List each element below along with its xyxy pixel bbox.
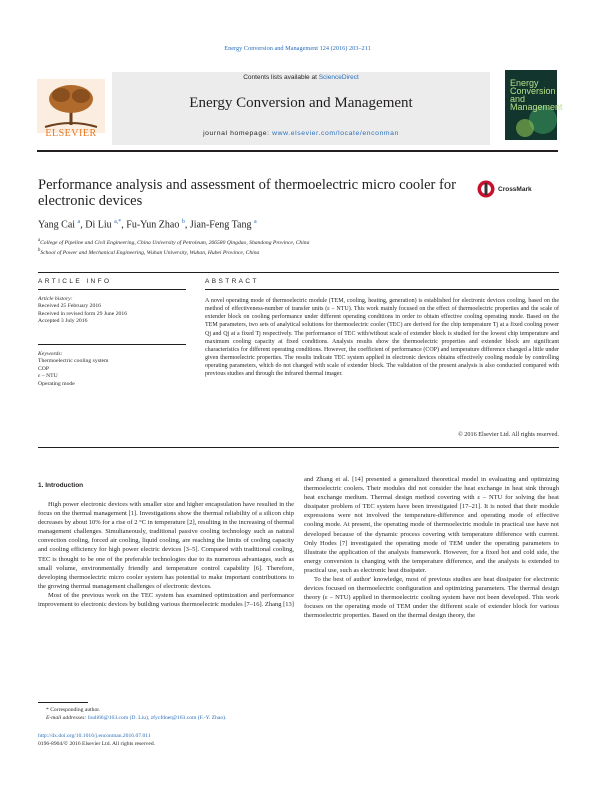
email-addresses[interactable]: liudi66@163.com (D. Liu), zfycfdnet@163.com (F.-Y. Zhao). xyxy=(87,715,227,721)
paper-title: Performance analysis and assessment of thermoelectric micro cooler for electronic devices xyxy=(38,177,456,209)
abstract-text: A novel operating mode of thermoelectric module (TEM, cooling, heating, generation) is established for electronic devices cooling, based on the method of effectiveness-number of transfer units (ε – NTU). This work mainly focused on the effect of thermoelectric properties and the scale of extender block on cooling performance under different operating conditions in order to obtain effective cooling operating mode. Based on the TEM parameters, two sets of analytical solutions for thermoelectric cooler (TEC) are derived for the chip temperature Tj at a fixed cooling power Qj and Qj at a fixed Tj respectively. The performance of TEC with/without scale of extender block is studied for the lowest chip temperature and maximum cooling capacity at fixed conditions. Analysis results show the thermoelectric properties and extender block are significant characteristics for different operating conditions. However, the coefficient of performance (COP) and temperature difference changed a little under given thermoelectric properties. The results indicate TEC system applied in electronic devices obtains effectively cooling module by controlling operating parameters, which do not changed with scale of extender block. The validation of the present analysis is also conducted compared with previous studies and through the infrared thermal imager. xyxy=(205,298,559,378)
abstract-rule xyxy=(205,289,559,290)
author-name: Di Liu xyxy=(85,219,112,231)
contents-line xyxy=(112,74,490,81)
keyword: ε – NTU xyxy=(38,373,58,380)
cover-title: Energy Conversion and Management xyxy=(510,78,563,112)
doi-link[interactable]: http://dx.doi.org/10.1016/j.enconman.2016.07.011 xyxy=(38,733,151,739)
email-footnote xyxy=(46,715,296,722)
author-name: Jian-Feng Tang xyxy=(189,219,252,231)
elsevier-wordmark: ELSEVIER xyxy=(45,128,97,139)
article-info-heading: ARTICLE INFO xyxy=(38,278,112,285)
sciencedirect-link[interactable]: ScienceDirect xyxy=(318,74,359,81)
history-label: Article history: xyxy=(38,296,73,302)
author-affiliation-mark[interactable]: a xyxy=(77,219,81,225)
body-column-left xyxy=(38,500,294,609)
abstract-heading: ABSTRACT xyxy=(205,278,259,285)
journal-reference[interactable]: Energy Conversion and Management 124 (2016) 203–211 xyxy=(224,45,371,52)
journal-cover-image[interactable] xyxy=(505,70,563,140)
affiliation-text: College of Pipeline and Civil Engineering, China University of Petroleum, 266580 Qingdao, Shandong Province, China xyxy=(40,239,310,246)
info-rule xyxy=(38,289,186,290)
email-label: E-mail addresses: xyxy=(46,715,88,721)
history-item: Accepted 3 July 2016 xyxy=(38,318,88,325)
keyword: Operating mode xyxy=(38,380,75,387)
affiliation-text: School of Power and Mechanical Engineering, Wuhan University, Wuhan, Hubei Province, China xyxy=(40,249,260,256)
affiliation-mark: b xyxy=(38,248,41,253)
affiliation-mark: a xyxy=(38,238,41,243)
body-paragraph: and Zhang et al. [14] presented a generalized theoretical model in evaluating and optimizing thermoelectric coolers. Their modules did not consider the heat exchange in heat sink through heat exchange medium. Thermal design method covering with ε – NTU for solving the heat dissipater problem of TEC system have been investigated [17–21]. It is noted that their module expressions were not involved the temperature-difference and operating mode of effective cooling mode. At present, the operating mode of thermoelectric module in practical use have not developed because of the dynamic process covering with temperature difference with current. Only Hodes [7] investigated the operating mode of TEM under the operating parameters to illustrate the application of the analysis framework. However, for a fixed hot and cold side, the energy conversion is changing with the temperature difference, and the analysis is extended to practical use, such as electronic heat dissipater. xyxy=(304,476,559,574)
affiliation xyxy=(38,248,259,256)
author-list: Yang Cai $^a$, Di Liu $^{a,*}$, Fu-Yun Zhao $^b$, Jian-Feng Tang $^a$ xyxy=(38,219,257,231)
header-rule xyxy=(37,150,558,152)
issn-line: 0196-8904/© 2016 Elsevier Ltd. All rights reserved. xyxy=(38,741,156,747)
history-item: Received 25 February 2016 xyxy=(38,303,102,310)
body-paragraph: Most of the previous work on the TEC system has examined optimization and performance improvement to electronic devices by building various thermoelectric modules [7–16]. Zhang [13] xyxy=(38,591,294,609)
body-column-right xyxy=(304,475,559,621)
history-item: Received in revised form 29 June 2016 xyxy=(38,310,128,317)
section-rule xyxy=(38,272,559,273)
body-paragraph: To the best of author' knowledge, most of previous studies are heat dissipater for electronic devices focused on thermoelectric configuration and optimizing parameters. The thermal design theory (ε – NTU) applied in thermoelectric cooling system have not been developed. This work focuses on the operating mode of TEM under the different scale of extender block for various thermoelectric properties. Based on the thermal design theory, the xyxy=(304,576,559,620)
journal-title: Energy Conversion and Management xyxy=(189,95,413,111)
info-rule xyxy=(38,344,186,345)
crossmark-icon[interactable] xyxy=(477,180,495,198)
affiliation xyxy=(38,238,309,246)
footnote-rule xyxy=(38,702,88,703)
body-paragraph: High power electronic devices with smaller size and higher encapsulation have resulted in the focus on the thermal management [1]. Investigations show the thermal reliability of a silicon chip decreases by about 10% for a rise of 2 °C in temperature [2], resulting in the increasing of thermal management challenges. Simultaneously, traditional passive cooling technology such as natural convection cooling, forced air cooling, liquid cooling, are reaching the limits of cooling capacity and cooling efficiency for high power electric devices [3–5]. Compared with traditional cooling, TEC is thought to be one of the preferable technologies due to its numerous advantages, such as small volume, environmentally friendly and temperature control capability [6]. Therefore, developing thermoelectric micro cooler system has potential to make important contributions to the growing thermal management challenges of electronic devices. xyxy=(38,501,294,590)
author-name: Fu-Yun Zhao xyxy=(126,219,180,231)
keywords-block xyxy=(38,351,108,388)
crossmark-label[interactable]: CrossMark xyxy=(498,186,532,193)
keyword: Thermoelectric cooling system xyxy=(38,358,109,365)
author-affiliation-mark[interactable]: b xyxy=(181,219,185,225)
contents-prefix: Contents lists available at xyxy=(243,74,319,81)
keywords-label: Keywords: xyxy=(38,351,63,357)
homepage-link[interactable]: www.elsevier.com/locate/enconman xyxy=(272,130,399,137)
article-history xyxy=(38,296,127,326)
author-affiliation-mark[interactable]: a,* xyxy=(114,219,122,225)
keyword: COP xyxy=(38,365,50,372)
abstract-copyright: © 2016 Elsevier Ltd. All rights reserved. xyxy=(458,431,559,438)
section-title-introduction: 1. Introduction xyxy=(38,482,84,489)
homepage-prefix: journal homepage: xyxy=(203,130,273,137)
corresponding-author-note: * Corresponding author. xyxy=(46,707,101,713)
section-rule xyxy=(38,447,559,448)
author-affiliation-mark[interactable]: a xyxy=(253,219,257,225)
author-name: Yang Cai xyxy=(38,219,76,231)
journal-homepage xyxy=(112,130,490,137)
